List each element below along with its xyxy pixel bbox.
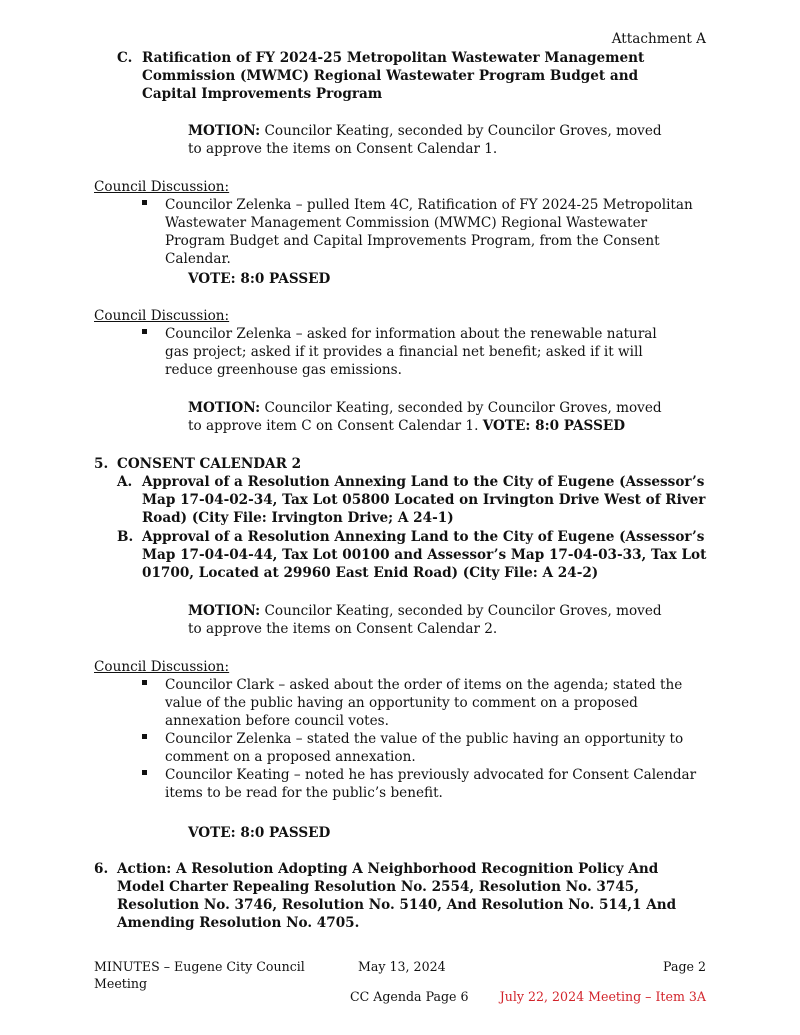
motion-label: MOTION: bbox=[188, 400, 261, 416]
footer-page-number: Page 2 bbox=[663, 959, 706, 974]
motion-1 bbox=[188, 122, 678, 158]
item-b-letter: B. bbox=[117, 529, 134, 545]
item-a-letter: A. bbox=[117, 474, 133, 490]
item-c-title: Ratification of FY 2024-25 Metropolitan Wastewater Management Commission (MWMC) Regional Wastewater Program Budget and Capital Improvements Program bbox=[142, 50, 645, 102]
discussion-2-list bbox=[140, 325, 660, 379]
footer-title: MINUTES – Eugene City Council Meeting bbox=[94, 959, 305, 991]
discussion-3-list bbox=[140, 676, 710, 802]
council-discussion-heading: Council Discussion: bbox=[94, 308, 230, 324]
list-item: Councilor Clark – asked about the order of items on the agenda; stated the value of the public having an opportunity to comment on a proposed annexation before council votes. bbox=[140, 676, 710, 730]
section-5-number: 5. bbox=[94, 456, 109, 472]
motion-label: MOTION: bbox=[188, 603, 261, 619]
vote-result: VOTE: 8:0 PASSED bbox=[188, 271, 331, 287]
motion-2 bbox=[188, 399, 678, 435]
bullet-square-icon bbox=[142, 734, 147, 739]
motion-text: Councilor Keating, seconded by Councilor Groves, moved to approve the items on Consent Calendar 1. bbox=[188, 123, 662, 157]
footer-agenda-page: CC Agenda Page 6 bbox=[350, 989, 469, 1004]
footer-meeting-item: July 22, 2024 Meeting – Item 3A bbox=[499, 989, 706, 1004]
bullet-square-icon bbox=[142, 200, 147, 205]
list-item: Councilor Zelenka – pulled Item 4C, Ratification of FY 2024-25 Metropolitan Wastewater Management Commission (MWMC) Regional Wastewater Program Budget and Capital Improvements Program, from the Consent Calendar. bbox=[140, 196, 710, 268]
motion-text: Councilor Keating, seconded by Councilor Groves, moved to approve the items on Consent Calendar 2. bbox=[188, 603, 662, 637]
item-a-text: Approval of a Resolution Annexing Land to the City of Eugene (Assessor’s Map 17-04-02-34, Tax Lot 05800 Located on Irvington Drive West of River Road) (City File: Irvington Drive; A 24-1) bbox=[142, 474, 706, 526]
bullet-square-icon bbox=[142, 680, 147, 685]
vote-result: VOTE: 8:0 PASSED bbox=[482, 418, 626, 434]
motion-label: MOTION: bbox=[188, 123, 261, 139]
council-discussion-heading: Council Discussion: bbox=[94, 659, 230, 675]
item-c-letter: C. bbox=[117, 50, 133, 66]
list-item: Councilor Keating – noted he has previously advocated for Consent Calendar items to be read for the public’s benefit. bbox=[140, 766, 710, 802]
bullet-square-icon bbox=[142, 329, 147, 334]
council-discussion-heading: Council Discussion: bbox=[94, 179, 230, 195]
vote-result: VOTE: 8:0 PASSED bbox=[188, 825, 331, 841]
section-5-title: CONSENT CALENDAR 2 bbox=[117, 456, 302, 472]
motion-text: Councilor Keating, seconded by Councilor Groves, moved to approve item C on Consent Calendar 1. bbox=[188, 400, 662, 434]
section-6-number: 6. bbox=[94, 861, 109, 877]
attachment-label: Attachment A bbox=[611, 31, 706, 47]
list-item: Councilor Zelenka – stated the value of the public having an opportunity to comment on a proposed annexation. bbox=[140, 730, 710, 766]
item-b-text: Approval of a Resolution Annexing Land to the City of Eugene (Assessor’s Map 17-04-04-44, Tax Lot 00100 and Assessor’s Map 17-04-03-33, Tax Lot 01700, Located at 29960 East Enid Road) (City File: A 24-2) bbox=[142, 529, 707, 581]
section-6-title: Action: A Resolution Adopting A Neighborhood Recognition Policy And Model Charter Repealing Resolution No. 2554, Resolution No. 3745, Resolution No. 3746, Resolution No. 5140, And Resolution No. 514,1 And Amending Resolution No. 4705. bbox=[117, 861, 677, 931]
motion-3 bbox=[188, 602, 678, 638]
list-item: Councilor Zelenka – asked for information about the renewable natural gas project; asked if it provides a financial net benefit; asked if it will reduce greenhouse gas emissions. bbox=[140, 325, 660, 379]
footer-date: May 13, 2024 bbox=[358, 959, 446, 974]
discussion-1-list bbox=[140, 196, 710, 268]
bullet-square-icon bbox=[142, 770, 147, 775]
